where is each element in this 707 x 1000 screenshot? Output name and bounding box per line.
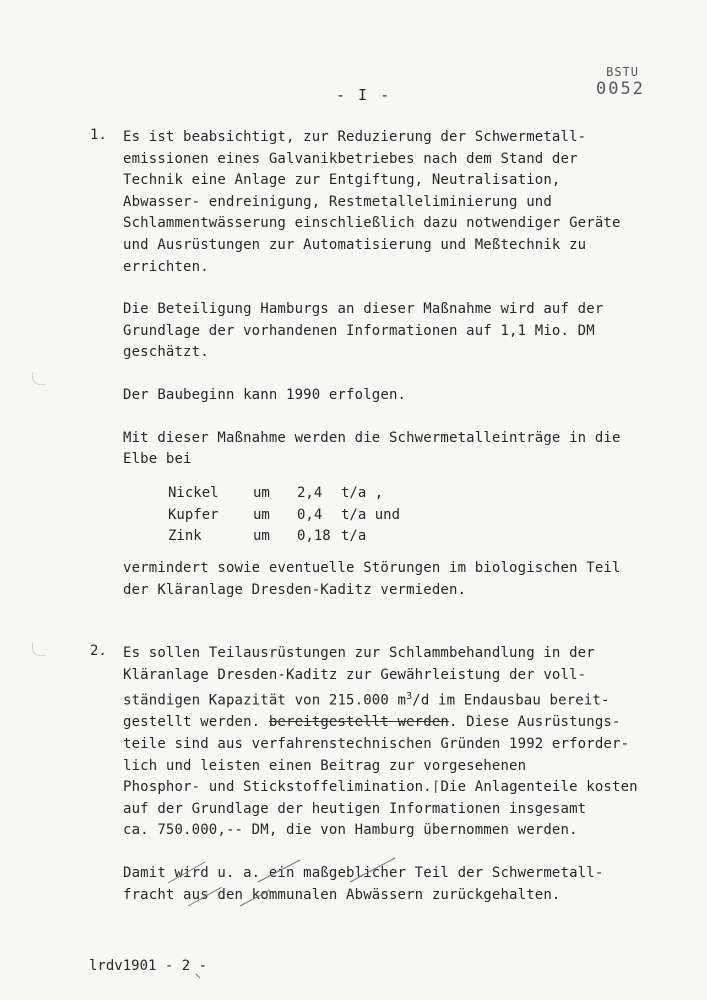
metal-value: 0,4 [297,506,323,523]
preposition: um [253,528,270,545]
table-row [168,505,643,527]
metal-unit: t/a und [341,506,401,523]
page-number: - I - [336,86,392,104]
superscript: 3 [406,691,413,703]
table-row [168,483,643,505]
paragraph: Es ist beabsichtigt, zur Reduzierung der Schwermetall- emissionen eines Galvanikbetriebes nach dem Stand der Technik eine Anlage zur Entgiftung, Neutralisation, Abwasser- endreinigung, Restmetalleliminierung und Schlammentwässerung einschließlich dazu notwendiger Geräte und Ausrüstungen zur Automatisierung und Meßtechnik zu errichten. [123,129,621,275]
paragraph: Die Beteiligung Hamburgs an dieser Maßnahme wird auf der Grundlage der vorhandenen Informationen auf 1,1 Mio. DM geschätzt. [123,301,604,361]
stamp-label: BSTU [606,65,639,79]
document-footer: lrdv1901 - 2 - [89,958,208,974]
section-number: 1. [90,127,107,143]
section-number: 2. [90,643,107,659]
section-2-body [123,643,643,906]
punch-hole-mark [32,372,45,385]
text-line: lich und leisten einen Beitrag zur vorgesehenen [123,757,527,774]
stamp-number: 0052 [596,79,645,99]
text-line: Es sollen Teilausrüstungen zur Schlammbehandlung in der [123,645,595,661]
metal-value: 0,18 [297,528,331,545]
paragraph: Der Baubeginn kann 1990 erfolgen. [123,386,407,403]
struck-text: bereitgestellt werden [268,714,449,731]
text-line: teile sind aus verfahrenstechnischen Gründen 1992 erforder- [123,736,630,753]
metal-unit: t/a , [341,484,384,501]
heavy-metal-table [168,483,643,548]
metal-value: 2,4 [297,484,323,501]
insertion-bracket: ⌈ [431,779,441,796]
archive-stamp [596,66,645,98]
text-line: gestellt werden. bereitgestellt werden. Diese Ausrüstungs- [123,714,621,731]
metal-name: Zink [168,528,202,545]
text-line: ca. 750.000,-- DM, die von Hamburg übernommen werden. [123,822,578,839]
paragraph: Mit dieser Maßnahme werden die Schwermetalleinträge in die Elbe bei [123,429,621,468]
text-line: Phosphor- und Stickstoffelimination.⌈Die Anlagenteile kosten [123,779,638,796]
text-line: ständigen Kapazität von 215.000 $m^3/d$ im Endausbau bereit- [123,691,610,709]
text-line: auf der Grundlage der heutigen Informationen insgesamt [123,800,587,817]
paragraph: Damit wird u. a. ein maßgeblicher Teil der Schwermetall- fracht aus den kommunalen Abwässern zurückgehalten. [123,865,604,903]
metal-name: Kupfer [168,506,219,523]
text-line: Kläranlage Dresden-Kaditz zur Gewährleistung der voll- [123,666,587,683]
preposition: um [253,484,270,501]
preposition: um [253,506,270,523]
paragraph: vermindert sowie eventuelle Störungen im biologischen Teil der Kläranlage Dresden-Kaditz vermieden. [123,560,621,598]
table-row [168,526,643,548]
punch-hole-mark [32,643,45,656]
metal-name: Nickel [168,484,219,501]
metal-unit: t/a [341,528,367,545]
